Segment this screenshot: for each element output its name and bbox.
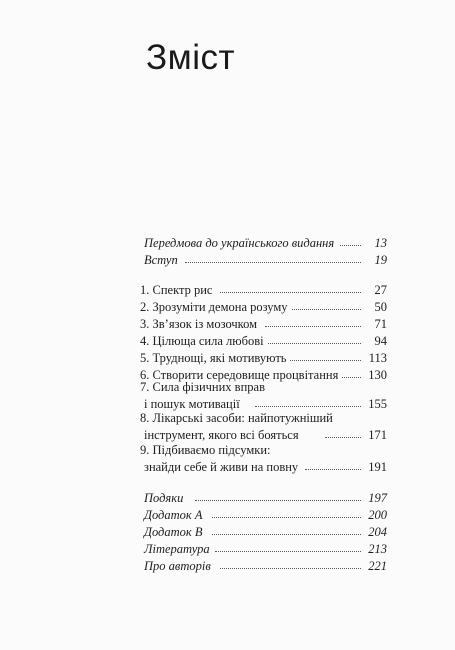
toc-entry-page: 113 [368, 351, 387, 365]
toc-entry-label: Література [144, 540, 213, 558]
dot-leader [325, 437, 361, 438]
toc-entry-page: 204 [368, 525, 387, 539]
page-title: Зміст [146, 38, 236, 77]
dot-leader [212, 534, 361, 535]
toc-entry-chapter-2 [140, 298, 387, 316]
toc-entry-label: 3. Зв’язок із мозочком [140, 315, 260, 333]
toc-entry-page: 155 [368, 397, 387, 411]
dot-leader [215, 551, 361, 552]
toc-entry-page: 19 [374, 253, 387, 267]
dot-leader [185, 262, 361, 263]
toc-entry-label: 5. Труднощі, які мотивують [140, 349, 289, 367]
toc-entry-page: 13 [374, 236, 387, 250]
toc-entry-foreword [140, 234, 387, 252]
toc-entry-label: 4. Цілюща сила любові [140, 332, 267, 350]
dot-leader [212, 517, 361, 518]
toc-entry-appendix-a [140, 506, 387, 524]
toc-entry-page: 94 [374, 334, 387, 348]
toc-entry-page: 213 [368, 542, 387, 556]
toc-entry-page: 200 [368, 508, 387, 522]
dot-leader [290, 309, 361, 310]
toc-entry-label: інструмент, якого всі бояться [144, 426, 302, 444]
toc-entry-label: Подяки [144, 489, 186, 507]
toc-entry-page: 50 [374, 300, 387, 314]
toc-entry-intro [140, 251, 387, 269]
dot-leader [255, 406, 361, 407]
toc-entry-page: 197 [368, 491, 387, 505]
dot-leader [340, 245, 361, 246]
dot-leader [195, 500, 361, 501]
dot-leader [265, 343, 361, 344]
toc-entry-page: 191 [368, 460, 387, 474]
toc-entry-label: знайди себе й живи на повну [144, 458, 301, 476]
toc-entry-label: і пошук мотивації [144, 395, 243, 413]
dot-leader [265, 326, 361, 327]
toc-entry-chapter-9-line1: 9. Підбиваємо підсумки: [140, 443, 271, 457]
toc-entry-label: Вступ [144, 251, 181, 269]
toc-entry-acknowledgements [140, 489, 387, 507]
toc-entry-chapter-1 [140, 281, 387, 299]
toc-entry-chapter-9 [140, 458, 387, 476]
toc-entry-chapter-4 [140, 332, 387, 350]
toc-entry-bibliography [140, 540, 387, 558]
toc-entry-chapter-5 [140, 349, 387, 367]
toc-entry-label: Передмова до українського видання [144, 234, 337, 252]
toc-entry-label: 1. Спектр рис [140, 281, 215, 299]
toc-entry-label: Додаток А [144, 506, 206, 524]
toc-entry-page: 221 [368, 559, 387, 573]
toc-entry-chapter-3 [140, 315, 387, 333]
toc-entry-label: Про авторів [144, 557, 214, 575]
toc-entry-page: 27 [374, 283, 387, 297]
toc-entry-page: 171 [368, 428, 387, 442]
dot-leader [290, 360, 361, 361]
dot-leader [305, 469, 361, 470]
toc-entry-label: 2. Зрозуміти демона розуму [140, 298, 291, 316]
toc-entry-about-authors [140, 557, 387, 575]
dot-leader [220, 568, 361, 569]
toc-entry-label: Додаток В [144, 523, 206, 541]
toc-entry-label: 6. Створити середовище процвітання [140, 366, 341, 384]
toc-entry-appendix-b [140, 523, 387, 541]
toc-entry-chapter-8-line1: 8. Лікарські засоби: найпотужніший [140, 411, 333, 425]
toc-entry-chapter-7-line1: 7. Сила фізичних вправ [140, 380, 265, 394]
dot-leader [340, 377, 361, 378]
toc-entry-page: 130 [368, 368, 387, 382]
toc-entry-page: 71 [374, 317, 387, 331]
dot-leader [220, 292, 361, 293]
